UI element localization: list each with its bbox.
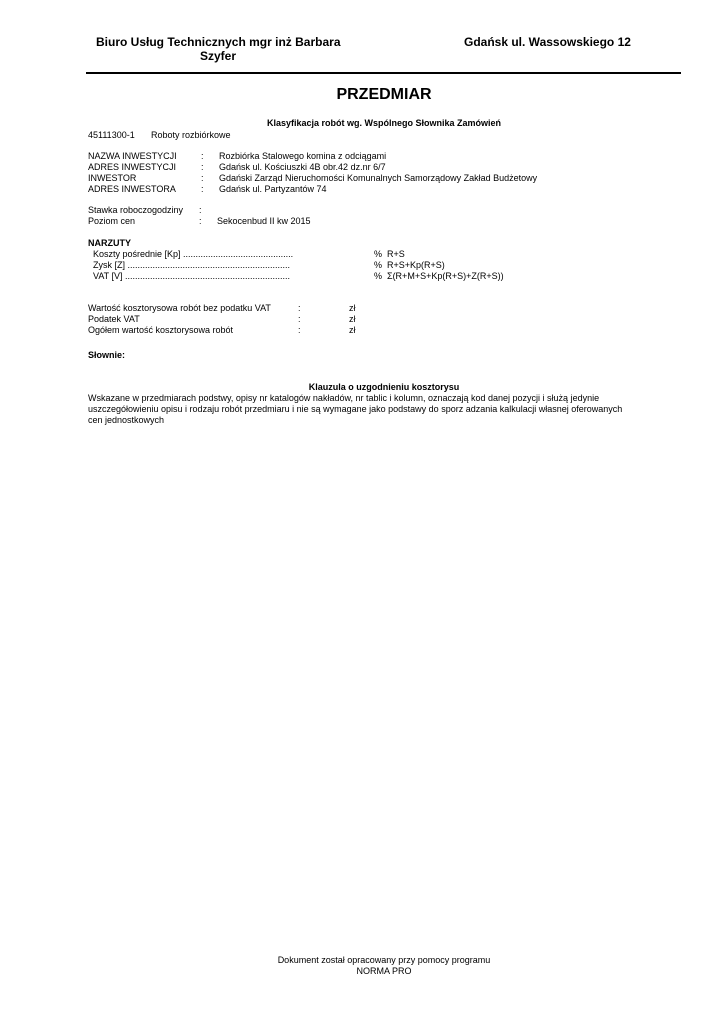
investment-separator: : [201, 173, 204, 183]
investment-separator: : [201, 184, 204, 194]
value-separator: : [298, 303, 301, 313]
investment-value: Gdańsk ul. Partyzantów 74 [219, 184, 327, 194]
investment-label: ADRES INWESTYCJI [88, 162, 177, 172]
narzut-unit: % [374, 260, 383, 270]
page-title: PRZEDMIAR [336, 86, 432, 103]
investment-value: Gdańsk ul. Kościuszki 4B obr.42 dz.nr 6/7 [219, 162, 386, 172]
rate-value: Sekocenbud II kw 2015 [217, 216, 311, 226]
value-unit: zł [349, 325, 356, 335]
value-separator: : [298, 325, 301, 335]
investment-label: ADRES INWESTORA [88, 184, 176, 194]
company-name-line2: Szyfer [200, 49, 237, 63]
investment-separator: : [201, 162, 204, 172]
company-address: Gdańsk ul. Wassowskiego 12 [464, 35, 631, 49]
footer-line2: NORMA PRO [356, 966, 412, 976]
clause-text-line: Wskazane w przedmiarach podstwy, opisy nr katalogów nakładów, nr tablic i kolumn, oznaczają kod danej pozycji i służą jedynie [88, 393, 600, 403]
value-unit: zł [349, 314, 356, 324]
classification-name: Roboty rozbiórkowe [151, 130, 231, 140]
rate-label: Stawka roboczogodziny [88, 205, 184, 215]
narzut-unit: % [374, 249, 383, 259]
value-separator: : [298, 314, 301, 324]
rate-label: Poziom cen [88, 216, 136, 226]
narzut-label: Zysk [Z] ................................................................. [93, 260, 291, 270]
narzut-formula: R+S [387, 249, 405, 259]
investment-value: Rozbiórka Stalowego komina z odciągami [219, 151, 387, 161]
classification-code: 45111300-1 [88, 130, 135, 140]
investment-value: Gdański Zarząd Nieruchomości Komunalnych Samorządowy Zakład Budżetowy [219, 173, 538, 183]
narzuty-heading: NARZUTY [88, 238, 131, 248]
investment-label: NAZWA INWESTYCJI [88, 151, 177, 161]
narzut-label: VAT [V] .................................................................. [93, 271, 291, 281]
clause-heading: Klauzula o uzgodnieniu kosztorysu [308, 382, 460, 392]
narzut-formula: R+S+Kp(R+S) [387, 260, 445, 270]
investment-label: INWESTOR [88, 173, 137, 183]
company-name-line1: Biuro Usług Technicznych mgr inż Barbara [96, 35, 341, 49]
value-unit: zł [349, 303, 356, 313]
clause-text-line: uszczegółowieniu opisu i rodzaju robót przedmiaru i nie są wymagane jako podstawy do sporz adzania kalkulacji własnej oferowanych [88, 404, 623, 414]
investment-separator: : [201, 151, 204, 161]
rate-separator: : [199, 205, 202, 215]
classification-heading: Klasyfikacja robót wg. Wspólnego Słownika Zamówień [266, 118, 502, 128]
narzut-unit: % [374, 271, 383, 281]
value-label: Ogółem wartość kosztorysowa robót [88, 325, 234, 335]
narzut-formula: Σ(R+M+S+Kp(R+S)+Z(R+S)) [387, 271, 504, 281]
rate-separator: : [199, 216, 202, 226]
clause-text-line: cen jednostkowych [88, 415, 165, 425]
narzut-label: Koszty pośrednie [Kp] ............................................ [93, 249, 294, 259]
value-label: Podatek VAT [88, 314, 140, 324]
slownie-label: Słownie: [88, 350, 126, 360]
footer-line1: Dokument został opracowany przy pomocy programu [277, 955, 491, 965]
value-label: Wartość kosztorysowa robót bez podatku VAT [88, 303, 271, 313]
header-divider [86, 72, 681, 74]
